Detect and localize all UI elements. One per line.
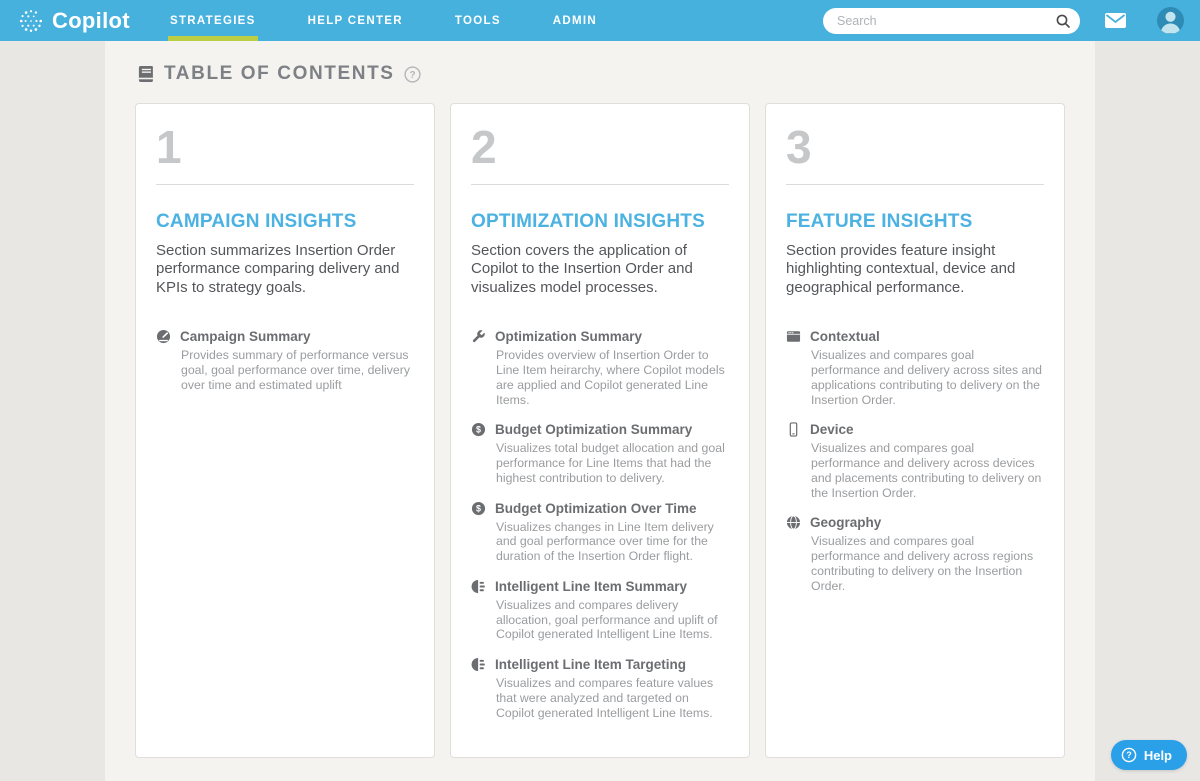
mail-icon[interactable] <box>1104 12 1127 29</box>
content-panel <box>105 41 1095 781</box>
toc-item-title: Geography <box>810 515 882 531</box>
toc-item-title: Budget Optimization Over Time <box>495 500 697 516</box>
copilot-logo-icon <box>18 8 44 34</box>
section-number: 2 <box>471 121 497 173</box>
toc-item-description: Provides summary of performance versus goal, goal performance over time, delivery over time and estimated uplift <box>181 348 410 392</box>
tachometer-icon <box>156 329 171 344</box>
search-box <box>823 8 1080 34</box>
top-nav-bar <box>0 0 1200 41</box>
question-circle-icon <box>1121 747 1137 763</box>
svg-text:$: $ <box>476 425 481 436</box>
book-icon <box>137 65 155 83</box>
toc-item-description: Visualizes and compares goal performance and delivery across regions contributing to delivery on the Insertion Order. <box>811 534 1034 593</box>
nav-item-strategies[interactable]: STRATEGIES <box>170 0 256 41</box>
section-title: FEATURE INSIGHTS <box>786 210 973 232</box>
search-input[interactable] <box>823 8 1080 34</box>
toc-item-title: Device <box>810 422 854 438</box>
toc-columns <box>135 103 1065 758</box>
pie-chart-icon <box>471 579 486 594</box>
help-button-label: Help <box>1143 747 1172 763</box>
dollar-circle-icon <box>471 501 486 516</box>
toc-card-optimization-insights <box>450 103 750 758</box>
toc-item-intelligent-line-item-targeting[interactable] <box>471 657 729 720</box>
divider <box>471 184 729 185</box>
toc-item-intelligent-line-item-summary[interactable] <box>471 579 729 642</box>
toc-item-device[interactable] <box>786 422 1044 500</box>
section-description: Section covers the application of Copilot to the Insertion Order and visualizes model processes. <box>471 241 693 296</box>
nav-item-tools[interactable]: TOOLS <box>454 14 501 27</box>
wrench-icon <box>471 329 486 344</box>
toc-item-description: Visualizes and compares feature values that were analyzed and targeted on Copilot generated Intelligent Line Items. <box>496 676 714 720</box>
toc-item-budget-optimization-summary[interactable] <box>471 422 729 485</box>
nav-item-help-center[interactable]: HELP CENTER <box>307 14 403 27</box>
toc-item-contextual[interactable] <box>786 329 1044 407</box>
toc-item-optimization-summary[interactable] <box>471 329 729 407</box>
main-nav <box>170 0 649 41</box>
pie-chart-icon <box>471 657 486 672</box>
mobile-icon <box>786 422 801 437</box>
help-circle-icon[interactable] <box>404 66 421 83</box>
search-icon[interactable] <box>1055 13 1071 34</box>
toc-item-title: Budget Optimization Summary <box>495 422 693 438</box>
section-description: Section summarizes Insertion Order performance comparing delivery and KPIs to strategy goals. <box>156 241 400 296</box>
page-header <box>137 61 1065 87</box>
toc-item-description: Visualizes changes in Line Item delivery and goal performance over time for the duration of the Insertion Order flight. <box>496 519 714 564</box>
section-number: 3 <box>786 121 812 173</box>
divider <box>786 184 1044 185</box>
brand-logo[interactable] <box>18 8 170 34</box>
toc-item-description: Visualizes and compares goal performance and delivery across devices and placements contributing to delivery on the Insertion Order. <box>811 441 1042 500</box>
dollar-circle-icon <box>471 422 486 437</box>
section-description: Section provides feature insight highlighting contextual, device and geographical performance. <box>786 241 1016 296</box>
nav-item-admin[interactable]: ADMIN <box>552 14 597 27</box>
svg-text:$: $ <box>476 503 481 514</box>
toc-item-campaign-summary[interactable] <box>156 329 414 392</box>
person-icon <box>1157 7 1184 34</box>
help-button[interactable] <box>1111 740 1187 770</box>
svg-text:?: ? <box>409 69 416 81</box>
section-number: 1 <box>156 121 182 173</box>
toc-item-description: Visualizes and compares goal performance and delivery across sites and applications contributing to delivery on the Insertion Order. <box>811 348 1043 407</box>
header-right <box>823 7 1184 34</box>
toc-item-title: Optimization Summary <box>495 329 643 345</box>
toc-card-campaign-insights <box>135 103 435 758</box>
user-avatar[interactable] <box>1157 7 1184 34</box>
section-title: OPTIMIZATION INSIGHTS <box>471 210 705 232</box>
svg-text:?: ? <box>1126 750 1132 761</box>
globe-icon <box>786 515 801 530</box>
browser-icon <box>786 329 801 344</box>
toc-item-title: Campaign Summary <box>180 329 311 345</box>
divider <box>156 184 414 185</box>
section-title: CAMPAIGN INSIGHTS <box>156 210 357 232</box>
toc-card-feature-insights <box>765 103 1065 758</box>
toc-item-title: Contextual <box>810 329 880 345</box>
toc-item-title: Intelligent Line Item Targeting <box>495 657 687 673</box>
toc-item-description: Provides overview of Insertion Order to Line Item heirarchy, where Copilot models are applied and Copilot generated Line Items. <box>496 348 725 407</box>
toc-item-budget-optimization-over-time[interactable] <box>471 501 729 564</box>
toc-item-title: Intelligent Line Item Summary <box>495 578 688 594</box>
toc-item-description: Visualizes and compares delivery allocation, goal performance and uplift of Copilot generated Intelligent Line Items. <box>496 597 718 642</box>
page-title: TABLE OF CONTENTS <box>164 63 395 84</box>
toc-item-description: Visualizes total budget allocation and goal performance for Line Items that had the highest contribution to delivery. <box>496 441 725 485</box>
brand-name: Copilot <box>52 7 130 33</box>
toc-item-geography[interactable] <box>786 515 1044 593</box>
